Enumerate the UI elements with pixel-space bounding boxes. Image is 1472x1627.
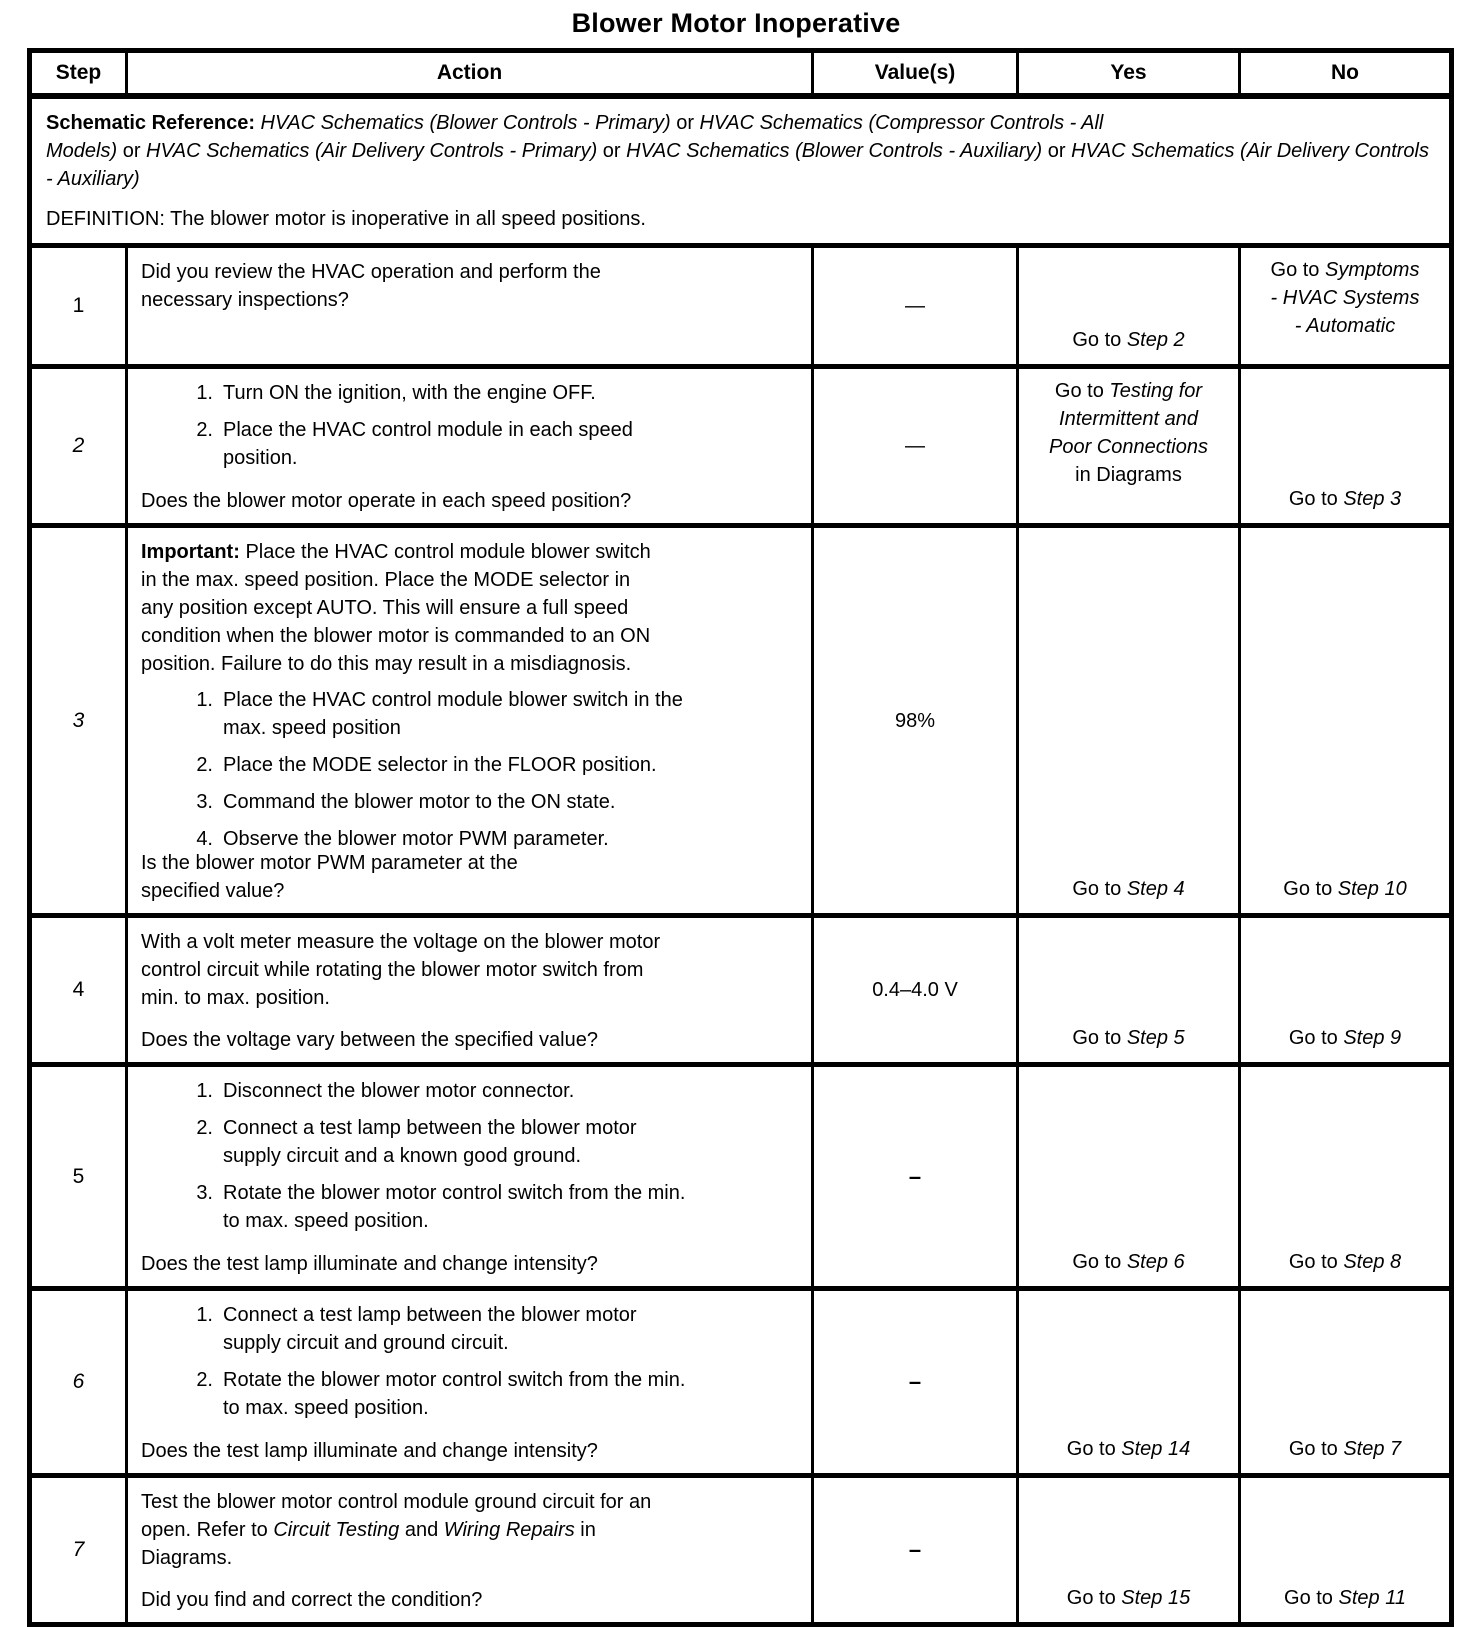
text-segment: Rotate the blower motor control switch from the min.: [223, 1182, 686, 1204]
page-title: Blower Motor Inoperative: [571, 8, 901, 38]
yes-cell: [1018, 367, 1240, 526]
text-segment: Step 4: [1126, 878, 1185, 900]
text-segment: Testing for: [1109, 380, 1203, 402]
text-segment: Step 2: [1126, 329, 1185, 351]
action-cell: [127, 1476, 813, 1625]
step-number: 3: [30, 526, 127, 916]
yes-cell: [1018, 526, 1240, 916]
text-segment: or: [1042, 140, 1072, 162]
text-segment: any position except AUTO. This will ensure a full speed: [141, 597, 629, 619]
action-list-item: [187, 416, 799, 472]
list-item-text: [223, 686, 799, 742]
step-number: 1: [30, 246, 127, 367]
text-segment: Connect a test lamp between the blower motor: [223, 1117, 637, 1139]
text-segment: Go to: [1288, 488, 1344, 510]
text-segment: in: [574, 1519, 596, 1541]
list-item-text: [223, 1179, 799, 1235]
action-text: [141, 258, 799, 314]
action-list-item: [187, 788, 799, 816]
list-item-number: 2.: [196, 1117, 213, 1139]
text-segment: Go to: [1066, 1587, 1122, 1609]
step-number: 7: [30, 1476, 127, 1625]
action-list-item: [187, 379, 799, 407]
header-yes: Yes: [1018, 51, 1240, 97]
definition-text: DEFINITION: The blower motor is inoperative in all speed positions.: [46, 208, 646, 230]
header-action: Action: [127, 51, 813, 97]
list-item-number: 3.: [196, 791, 213, 813]
text-segment: Step 7: [1343, 1438, 1402, 1460]
text-segment: Go to: [1054, 380, 1110, 402]
text-segment: Does the blower motor operate in each speed position?: [141, 490, 632, 512]
list-item-number: 2.: [196, 1369, 213, 1391]
action-question: [141, 1586, 801, 1614]
action-list-item: [187, 1366, 799, 1422]
yes-cell: [1018, 1289, 1240, 1476]
action-text: [141, 538, 799, 678]
list-item-text: [223, 1114, 799, 1170]
text-segment: control circuit while rotating the blower motor switch from: [141, 959, 644, 981]
no-cell: [1240, 246, 1452, 367]
action-list-item: [187, 1077, 799, 1105]
text-segment: position.: [223, 447, 298, 469]
text-segment: Go to: [1288, 1027, 1344, 1049]
yes-cell: [1018, 1476, 1240, 1625]
text-segment: Connect a test lamp between the blower motor: [223, 1304, 637, 1326]
text-segment: to max. speed position.: [223, 1397, 429, 1419]
text-segment: Go to: [1072, 1251, 1127, 1273]
action-question: [141, 487, 801, 515]
step-row-7: [30, 1476, 1452, 1625]
text-segment: Go to: [1288, 1251, 1344, 1273]
text-segment: Step 10: [1337, 878, 1407, 900]
text-segment: Did you review the HVAC operation and perform the: [141, 261, 601, 283]
no-cell: [1240, 367, 1452, 526]
yes-cell: [1018, 1065, 1240, 1289]
action-question: [141, 849, 801, 905]
text-segment: supply circuit and a known good ground.: [223, 1145, 582, 1167]
text-segment: HVAC Schematics (Air Delivery Controls - Auxiliary): [46, 140, 1429, 190]
text-segment: - Automatic: [1294, 315, 1396, 337]
text-segment: open. Refer to: [141, 1519, 274, 1541]
text-segment: specified value?: [141, 880, 285, 902]
list-item-number: 1.: [196, 689, 213, 711]
action-list-item: [187, 1301, 799, 1357]
text-segment: Go to: [1072, 878, 1127, 900]
no-cell: [1240, 526, 1452, 916]
action-text: [141, 928, 799, 1012]
step-row-1: [30, 246, 1452, 367]
text-segment: Did you find and correct the condition?: [141, 1589, 483, 1611]
header-row: [30, 51, 1452, 97]
text-segment: Go to: [1288, 1438, 1344, 1460]
text-segment: Circuit Testing: [273, 1519, 400, 1541]
text-segment: or: [117, 140, 147, 162]
step-row-5: [30, 1065, 1452, 1289]
text-segment: Important:: [141, 541, 240, 563]
text-segment: Command the blower motor to the ON state.: [223, 791, 616, 813]
text-segment: and: [399, 1519, 444, 1541]
value-cell: –: [813, 1065, 1018, 1289]
text-segment: Does the voltage vary between the specified value?: [141, 1029, 598, 1051]
text-segment: Does the test lamp illuminate and change intensity?: [141, 1440, 598, 1462]
text-segment: Does the test lamp illuminate and change intensity?: [141, 1253, 598, 1275]
text-segment: Step 6: [1126, 1251, 1185, 1273]
step-number: 6: [30, 1289, 127, 1476]
action-question: [141, 1250, 801, 1278]
text-segment: Step 5: [1126, 1027, 1185, 1049]
action-question: [141, 1026, 801, 1054]
action-list-item: [187, 1179, 799, 1235]
step-row-2: [30, 367, 1452, 526]
list-item-text: [223, 1301, 799, 1357]
no-cell: [1240, 1065, 1452, 1289]
step-number: 2: [30, 367, 127, 526]
value-cell: 98%: [813, 526, 1018, 916]
text-segment: or: [597, 140, 627, 162]
value-cell: –: [813, 1476, 1018, 1625]
list-item-text: [223, 416, 799, 472]
text-segment: Disconnect the blower motor connector.: [223, 1080, 575, 1102]
action-cell: [127, 916, 813, 1065]
text-segment: Place the HVAC control module blower switch in the: [223, 689, 683, 711]
text-segment: Is the blower motor PWM parameter at the: [141, 852, 518, 874]
text-segment: in the max. speed position. Place the MODE selector in: [141, 569, 631, 591]
text-segment: Symptoms: [1325, 259, 1420, 281]
info-cell: [30, 96, 1452, 246]
action-cell: [127, 1065, 813, 1289]
info-row: [30, 96, 1452, 246]
text-segment: max. speed position: [223, 717, 401, 739]
text-segment: Place the MODE selector in the FLOOR position.: [223, 754, 657, 776]
text-segment: Step 14: [1121, 1438, 1191, 1460]
action-cell: [127, 246, 813, 367]
text-segment: necessary inspections?: [141, 289, 349, 311]
value-cell: 0.4–4.0 V: [813, 916, 1018, 1065]
text-segment: Observe the blower motor PWM parameter.: [223, 828, 609, 850]
no-cell: [1240, 1289, 1452, 1476]
text-segment: Turn ON the ignition, with the engine OFF.: [223, 382, 596, 404]
text-segment: Diagrams.: [141, 1547, 233, 1569]
text-segment: Step 3: [1343, 488, 1402, 510]
text-segment: condition when the blower motor is commanded to an ON: [141, 625, 651, 647]
action-cell: [127, 526, 813, 916]
action-cell: [127, 367, 813, 526]
step-number: 5: [30, 1065, 127, 1289]
text-segment: Models): [46, 140, 118, 162]
text-segment: min. to max. position.: [141, 987, 330, 1009]
header-step: Step: [30, 51, 127, 97]
text-segment: Place the HVAC control module blower switch: [239, 541, 651, 563]
page: [0, 8, 1472, 1627]
text-segment: - HVAC Systems: [1270, 287, 1420, 309]
list-item-number: 3.: [196, 1182, 213, 1204]
text-segment: Step 8: [1343, 1251, 1402, 1273]
no-cell: [1240, 1476, 1452, 1625]
text-segment: in Diagrams: [1075, 464, 1182, 486]
list-item-number: 1.: [196, 382, 213, 404]
action-question: [141, 1437, 801, 1465]
list-item-number: 4.: [196, 828, 213, 850]
list-item-number: 2.: [196, 419, 213, 441]
step-row-6: [30, 1289, 1452, 1476]
list-item-text: [223, 1366, 799, 1422]
no-cell: [1240, 916, 1452, 1065]
action-list-item: [187, 751, 799, 779]
text-segment: Intermittent and: [1059, 408, 1198, 430]
text-segment: Poor Connections: [1049, 436, 1208, 458]
diagnostic-table: [27, 48, 1454, 1627]
text-segment: or: [670, 112, 700, 134]
value-cell: —: [813, 246, 1018, 367]
text-segment: to max. speed position.: [223, 1210, 429, 1232]
text-segment: With a volt meter measure the voltage on the blower motor: [141, 931, 661, 953]
text-segment: Go to: [1072, 329, 1127, 351]
text-segment: position. Failure to do this may result in a misdiagnosis.: [141, 653, 632, 675]
text-segment: HVAC Schematics (Air Delivery Controls - Primary): [146, 140, 598, 162]
list-item-text: [223, 1077, 799, 1105]
list-item-text: [223, 788, 799, 816]
text-segment: Step 9: [1343, 1027, 1402, 1049]
header-values: Value(s): [813, 51, 1018, 97]
step-row-4: [30, 916, 1452, 1065]
text-segment: Go to: [1072, 1027, 1127, 1049]
action-text: [141, 1488, 799, 1572]
text-segment: Step 15: [1121, 1587, 1191, 1609]
yes-cell: [1018, 246, 1240, 367]
list-item-number: 1.: [196, 1304, 213, 1326]
text-segment: Go to: [1270, 259, 1325, 281]
text-segment: HVAC Schematics (Blower Controls - Auxiliary): [626, 140, 1043, 162]
text-segment: Wiring Repairs: [443, 1519, 575, 1541]
text-segment: Step 11: [1338, 1587, 1406, 1609]
text-segment: Rotate the blower motor control switch from the min.: [223, 1369, 686, 1391]
text-segment: Schematic Reference:: [46, 112, 261, 134]
text-segment: HVAC Schematics (Compressor Controls - All: [699, 112, 1104, 134]
list-item-number: 1.: [196, 1080, 213, 1102]
text-segment: Place the HVAC control module in each speed: [223, 419, 633, 441]
text-segment: supply circuit and ground circuit.: [223, 1332, 509, 1354]
schematic-reference: [46, 109, 1433, 193]
header-no: No: [1240, 51, 1452, 97]
action-list-item: [187, 686, 799, 742]
action-list-item: [187, 1114, 799, 1170]
step-number: 4: [30, 916, 127, 1065]
text-segment: Go to: [1284, 1587, 1339, 1609]
value-cell: –: [813, 1289, 1018, 1476]
list-item-text: [223, 751, 799, 779]
step-row-3: [30, 526, 1452, 916]
action-cell: [127, 1289, 813, 1476]
text-segment: HVAC Schematics (Blower Controls - Primary): [260, 112, 671, 134]
list-item-text: [223, 379, 799, 407]
value-cell: —: [813, 367, 1018, 526]
text-segment: Go to: [1283, 878, 1338, 900]
list-item-number: 2.: [196, 754, 213, 776]
text-segment: Test the blower motor control module ground circuit for an: [141, 1491, 652, 1513]
text-segment: Go to: [1066, 1438, 1122, 1460]
yes-cell: [1018, 916, 1240, 1065]
